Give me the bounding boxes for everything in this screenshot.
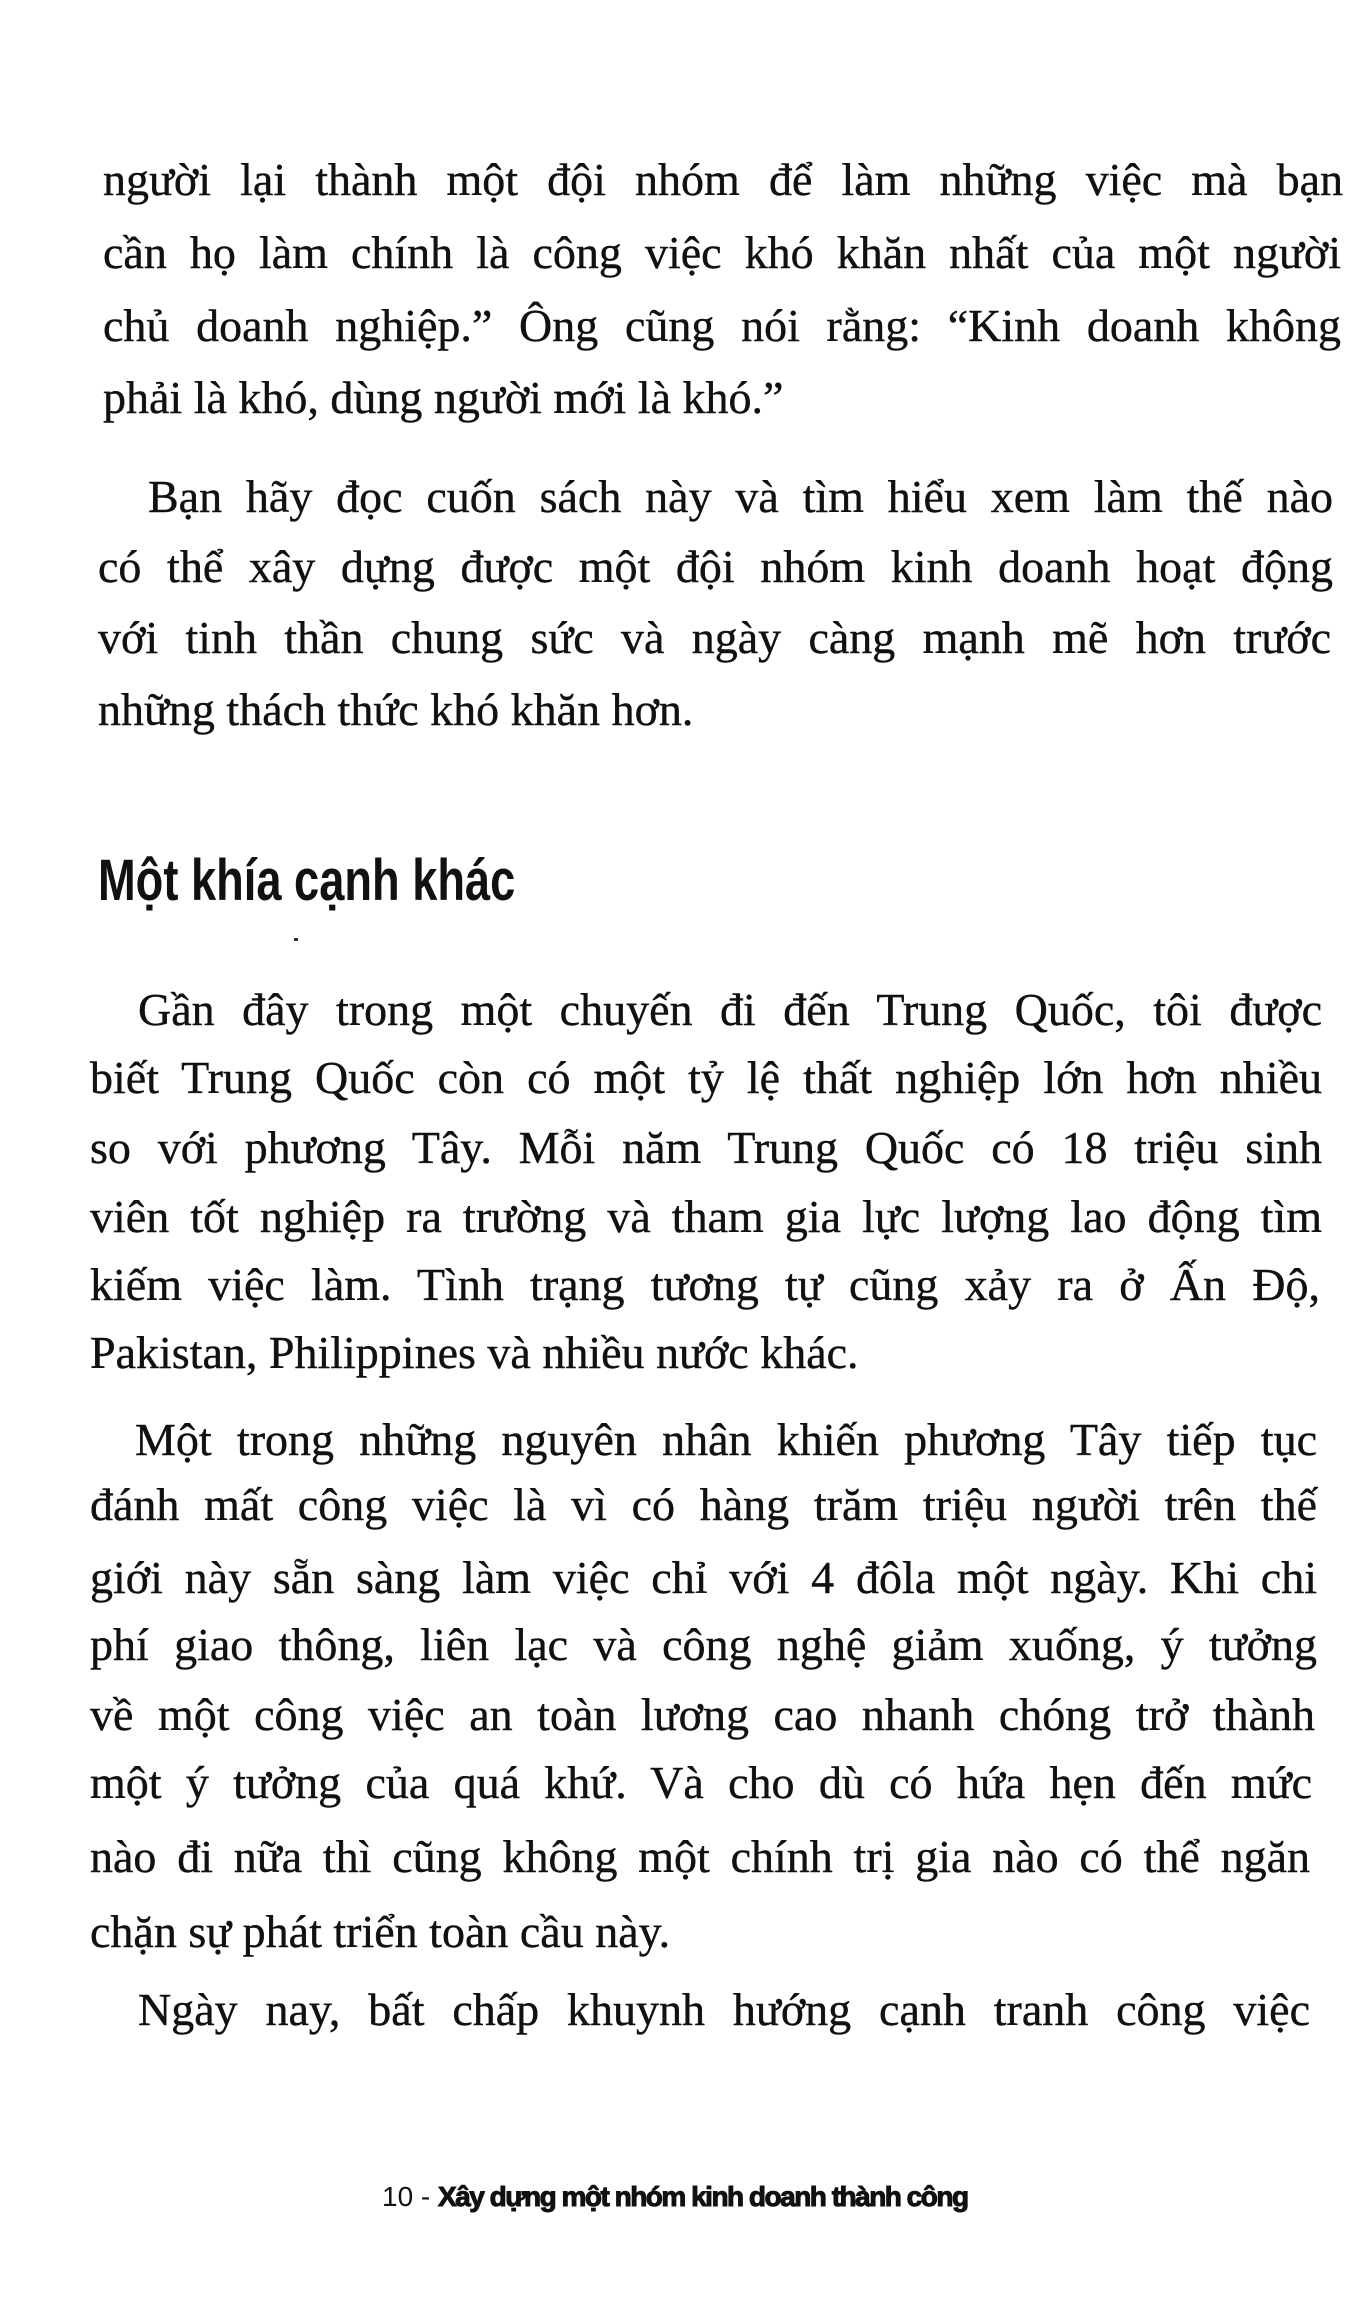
text-line: với tinh thần chung sức và ngày càng mạnh mẽ hơn trước <box>98 612 1331 663</box>
text-line: về một công việc an toàn lương cao nhanh chóng trở thành <box>90 1689 1315 1740</box>
text-line: Bạn hãy đọc cuốn sách này và tìm hiểu xem làm thế nào <box>148 471 1333 522</box>
text-line: phải là khó, dùng người mới là khó.” <box>103 372 784 423</box>
text-line: chủ doanh nghiệp.” Ông cũng nói rằng: “Kinh doanh không <box>103 300 1341 351</box>
page-number: 10 - <box>382 2181 431 2212</box>
text-line: viên tốt nghiệp ra trường và tham gia lực lượng lao động tìm <box>90 1191 1322 1242</box>
text-line: người lại thành một đội nhóm để làm những việc mà bạn <box>103 154 1343 205</box>
text-line: chặn sự phát triển toàn cầu này. <box>90 1906 671 1957</box>
text-line: so với phương Tây. Mỗi năm Trung Quốc có 18 triệu sinh <box>90 1122 1322 1173</box>
text-line: đánh mất công việc là vì có hàng trăm triệu người trên thế <box>90 1479 1317 1530</box>
print-speck <box>294 938 298 941</box>
text-line: phí giao thông, liên lạc và công nghệ giảm xuống, ý tưởng <box>90 1619 1317 1670</box>
text-line: một ý tưởng của quá khứ. Và cho dù có hứa hẹn đến mức <box>90 1757 1312 1808</box>
text-line: Một trong những nguyên nhân khiến phương Tây tiếp tục <box>135 1414 1317 1465</box>
text-line: nào đi nữa thì cũng không một chính trị gia nào có thể ngăn <box>90 1831 1310 1882</box>
text-line: Ngày nay, bất chấp khuynh hướng cạnh tranh công việc <box>138 1984 1310 2035</box>
running-book-title: Xây dựng một nhóm kinh doanh thành công <box>438 2181 968 2212</box>
text-line: Pakistan, Philippines và nhiều nước khác. <box>90 1327 859 1378</box>
page-footer <box>382 2182 1052 2212</box>
text-line: cần họ làm chính là công việc khó khăn nhất của một người <box>103 227 1341 278</box>
text-line: kiếm việc làm. Tình trạng tương tự cũng xảy ra ở Ấn Độ, <box>90 1259 1320 1310</box>
text-line: giới này sẵn sàng làm việc chỉ với 4 đôla một ngày. Khi chi <box>90 1552 1317 1603</box>
text-line: Gần đây trong một chuyến đi đến Trung Quốc, tôi được <box>138 984 1322 1035</box>
text-line: biết Trung Quốc còn có một tỷ lệ thất nghiệp lớn hơn nhiều <box>90 1052 1322 1103</box>
text-line: những thách thức khó khăn hơn. <box>98 684 694 735</box>
section-heading: Một khía cạnh khác <box>98 848 516 913</box>
text-line: có thể xây dựng được một đội nhóm kinh doanh hoạt động <box>98 541 1333 592</box>
